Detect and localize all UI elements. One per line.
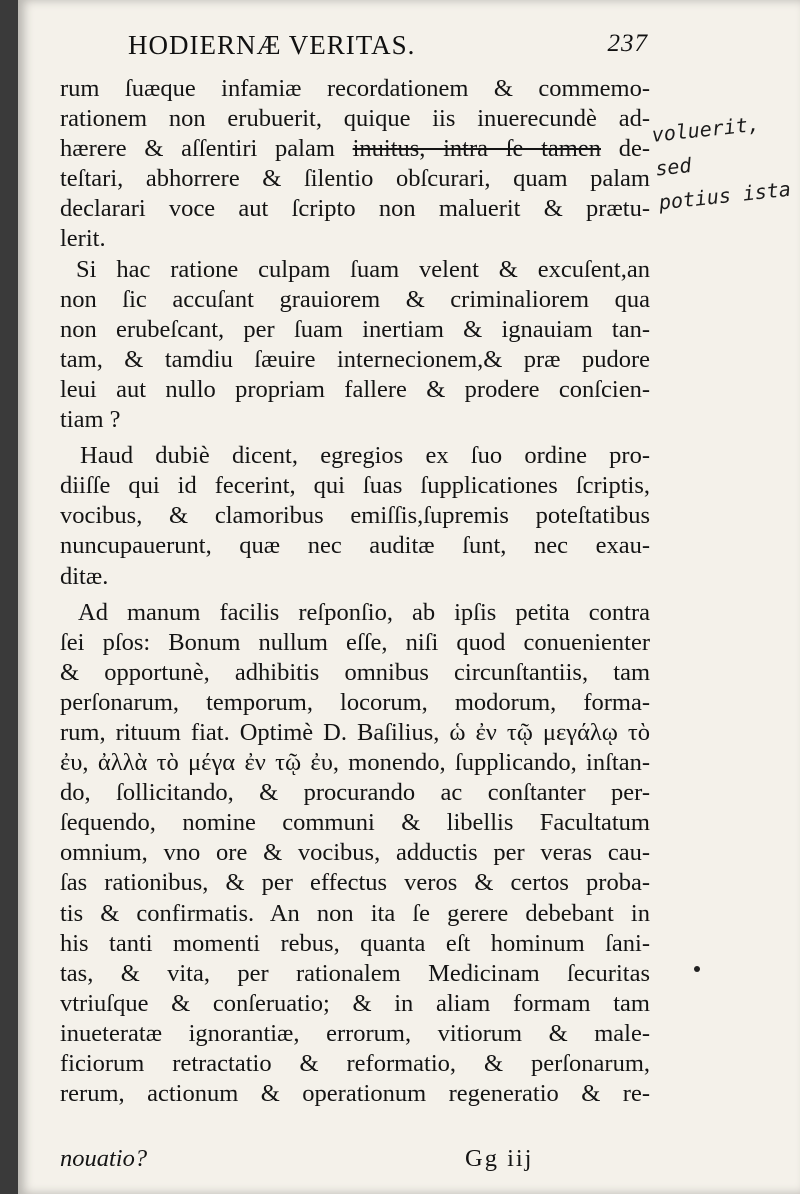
margin-note-line: potius ista <box>657 176 792 215</box>
text-line: rum, rituum fiat. Optimè D. Baſilius, ὡ ἐν τῷ μεγάλῳ τὸ <box>60 718 650 746</box>
text-line: Haud dubiè dicent, egregios ex ſuo ordine pro- <box>80 442 650 470</box>
text-line: ſei pſos: Bonum nullum eſſe, niſi quod conuenienter <box>60 628 650 656</box>
text-line: ditæ. <box>60 562 109 590</box>
text-line: ἐυ, ἀλλὰ τὸ μέγα ἐν τῷ ἐυ, monendo, ſupplicando, inſtan- <box>60 749 650 777</box>
page-number: 237 <box>607 30 648 57</box>
text-line: rerum, actionum & operationum regeneratio & re- <box>60 1080 650 1108</box>
text-line: ſequendo, nomine communi & libellis Facultatum <box>60 809 650 837</box>
text-line: non ſic accuſant grauiorem & criminaliorem qua <box>60 285 650 313</box>
text-line: rum ſuæque infamiæ recordationem & commemo- <box>60 75 650 102</box>
text-line: his tanti momenti rebus, quanta eſt hominum ſani- <box>60 929 650 957</box>
text-line: nuncupauerunt, quæ nec auditæ ſunt, nec exau- <box>60 532 650 560</box>
text-line: teſtari, abhorrere & ſilentio obſcurari, quam palam <box>60 165 650 193</box>
text-line: Si hac ratione culpam ſuam velent & excuſent,an <box>76 255 650 283</box>
running-title: HODIERNÆ VERITAS. <box>128 30 416 60</box>
text-line: Ad manum facilis reſponſio, ab ipſis petita contra <box>78 598 650 626</box>
signature-mark: Gg iij <box>465 1145 534 1172</box>
struck-text: inuitus, intra ſe tamen <box>352 135 601 163</box>
text-line: perſonarum, temporum, locorum, modorum, forma- <box>60 688 650 716</box>
margin-note-line: voluerit, sed <box>650 111 761 181</box>
text-line: ſas rationibus, & per effectus veros & certos proba- <box>60 869 650 897</box>
text-line: & opportunè, adhibitis omnibus circunſtantiis, tam <box>60 658 650 686</box>
text-line: tis & confirmatis. An non ita ſe gerere debebant in <box>60 899 650 927</box>
text-fragment: de- <box>600 135 650 163</box>
book-page <box>18 0 800 1194</box>
text-line: lerit. <box>60 225 106 253</box>
text-line: inueteratæ ignorantiæ, errorum, vitiorum & male- <box>60 1019 650 1047</box>
text-line: vocibus, & clamoribus emiſſis,ſupremis poteſtatibus <box>60 502 650 530</box>
last-line: nouatio? <box>60 1145 148 1172</box>
text-line: tam, & tamdiu ſæuire internecionem,& præ pudore <box>60 345 650 373</box>
text-line: diiſſe qui id fecerint, qui ſuas ſupplicationes ſcriptis, <box>60 472 650 500</box>
ink-dot <box>694 966 700 972</box>
text-line: vtriuſque & conſeruatio; & in aliam formam tam <box>60 989 650 1017</box>
text-line: tas, & vita, per rationalem Medicinam ſecuritas <box>60 959 650 987</box>
handwritten-margin-note <box>650 102 800 219</box>
text-line: rationem non erubuerit, quique iis inuerecundè ad- <box>60 105 650 133</box>
text-line: non erubeſcant, per ſuam inertiam & ignauiam tan- <box>60 315 650 343</box>
text-line: declarari voce aut ſcripto non maluerit & prætu- <box>60 195 650 223</box>
text-line: ficiorum retractatio & reformatio, & perſonarum, <box>60 1050 650 1077</box>
text-line: leui aut nullo propriam fallere & prodere conſcien- <box>60 375 650 403</box>
text-line: omnium, vno ore & vocibus, adductis per veras cau- <box>60 839 650 867</box>
text-line-with-strikethrough <box>60 134 650 164</box>
text-line: do, ſollicitando, & procurando ac conſtanter per- <box>60 779 650 807</box>
text-fragment: hærere & aſſentiri palam <box>60 135 353 163</box>
text-line: tiam ? <box>60 406 121 434</box>
body-text <box>60 74 650 1109</box>
